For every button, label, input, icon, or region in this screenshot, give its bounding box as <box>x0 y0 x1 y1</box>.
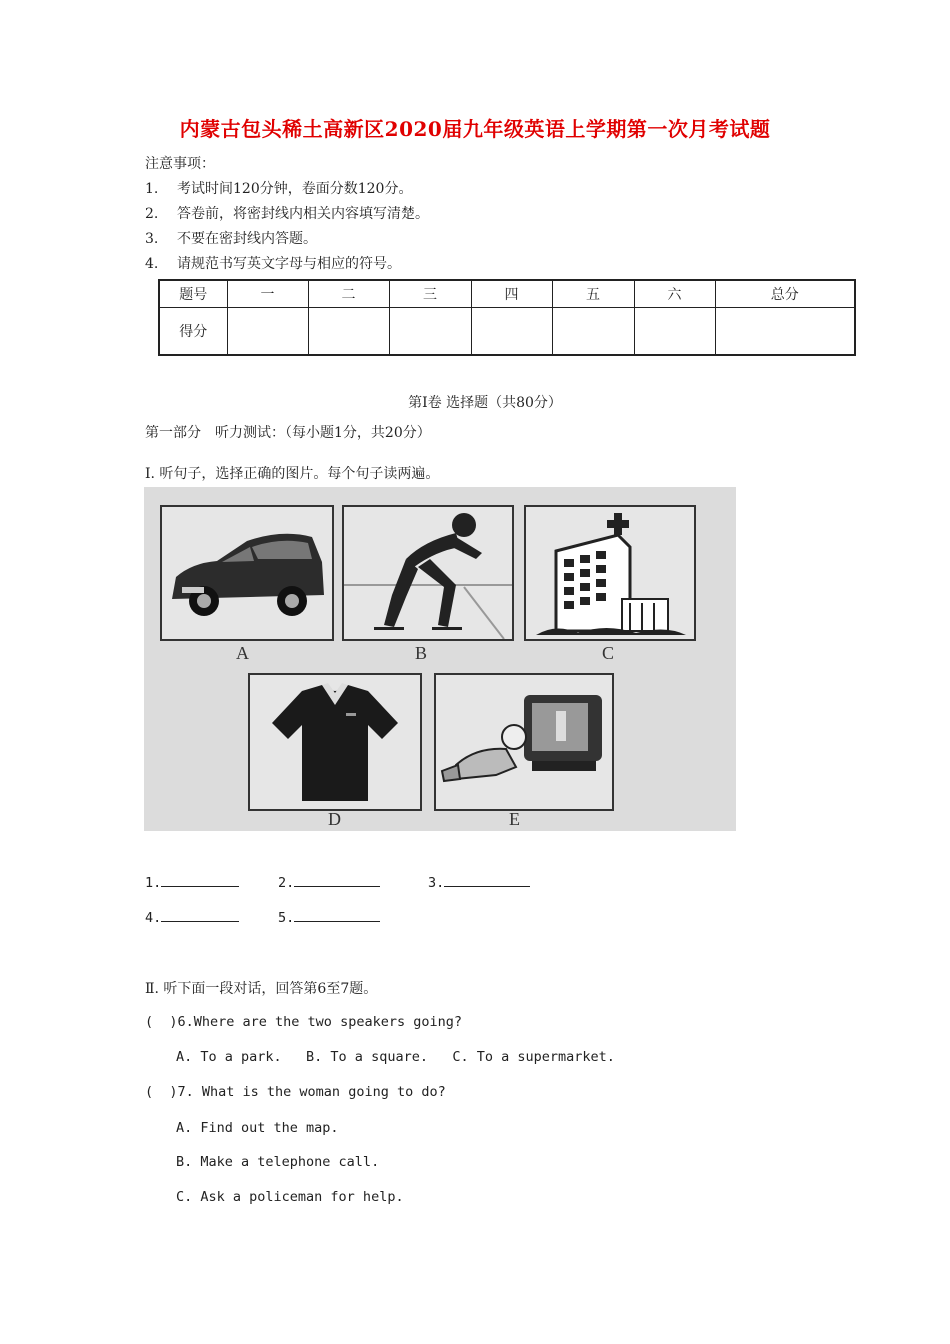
notice-heading: 注意事项： <box>145 156 215 172</box>
blank-line[interactable] <box>444 874 530 887</box>
notice-item <box>145 203 429 223</box>
picture-panel-a <box>160 505 334 641</box>
hospital-picture-icon <box>526 507 694 639</box>
notice-item <box>145 178 412 198</box>
picture-panel-d <box>248 673 422 811</box>
question-6-stem: ( )6.Where are the two speakers going? <box>145 1014 462 1030</box>
question-7-option-c: C. Ask a policeman for help. <box>176 1189 404 1205</box>
score-table <box>158 279 856 356</box>
question-6-options: A. To a park. B. To a square. C. To a supermarket. <box>176 1049 615 1065</box>
header-cell: 一 <box>227 280 308 308</box>
document-title: 内蒙古包头稀土高新区2020届九年级英语上学期第一次月考试题 <box>179 117 771 141</box>
picture-label-d: D <box>328 809 341 829</box>
blank-number: 2. <box>278 875 295 891</box>
answer-blank-3 <box>428 874 530 891</box>
header-cell: 三 <box>389 280 471 308</box>
question-7-option-b: B. Make a telephone call. <box>176 1154 380 1170</box>
section-II-instruction: Ⅱ. 听下面一段对话，回答第6至7题。 <box>145 981 378 997</box>
score-cell[interactable] <box>634 308 715 356</box>
notice-item-text: 请规范书写英文字母与相应的符号。 <box>177 256 401 272</box>
header-cell: 五 <box>552 280 634 308</box>
picture-label-e: E <box>509 809 520 829</box>
score-table-score-row <box>159 308 855 356</box>
picture-label-b: B <box>415 643 428 663</box>
blank-number: 4. <box>145 910 162 926</box>
notice-item-number: 2. <box>145 206 159 222</box>
notice-item-text: 考试时间120分钟，卷面分数120分。 <box>177 181 413 197</box>
question-7-option-a: A. Find out the map. <box>176 1120 339 1136</box>
shirt-picture-icon <box>250 675 420 809</box>
blank-line[interactable] <box>294 909 380 922</box>
header-cell-question-number: 题号 <box>159 280 227 308</box>
car-picture-icon <box>162 507 332 639</box>
section-I-instruction: I. 听句子，选择正确的图片。每个句子读两遍。 <box>145 466 440 482</box>
blank-number: 3. <box>428 875 445 891</box>
score-cell[interactable] <box>308 308 389 356</box>
blank-line[interactable] <box>161 874 239 887</box>
score-cell[interactable] <box>389 308 471 356</box>
blank-number: 1. <box>145 875 162 891</box>
picture-panel-c <box>524 505 696 641</box>
listening-pictures-figure <box>144 487 736 831</box>
picture-panel-b <box>342 505 514 641</box>
notice-item-number: 4. <box>145 256 159 272</box>
score-cell[interactable] <box>552 308 634 356</box>
answer-blank-4 <box>145 909 239 926</box>
picture-panel-e <box>434 673 614 811</box>
notice-item <box>145 253 401 273</box>
picture-label-a: A <box>236 643 249 663</box>
header-cell: 二 <box>308 280 389 308</box>
score-row-label: 得分 <box>159 308 227 356</box>
notice-item <box>145 228 317 248</box>
answer-blank-5 <box>278 909 380 926</box>
blank-number: 5. <box>278 910 295 926</box>
header-cell: 六 <box>634 280 715 308</box>
section-title: 第I卷 选择题（共80分） <box>408 395 562 411</box>
notice-item-text: 答卷前，将密封线内相关内容填写清楚。 <box>177 206 429 222</box>
picture-label-c: C <box>602 643 615 663</box>
notice-item-number: 3. <box>145 231 159 247</box>
speed-skater-picture-icon <box>344 507 512 639</box>
score-table-header-row <box>159 280 855 308</box>
header-cell: 四 <box>471 280 552 308</box>
score-cell-total[interactable] <box>715 308 855 356</box>
notice-item-number: 1. <box>145 181 159 197</box>
child-watching-tv-picture-icon <box>436 675 612 809</box>
score-cell[interactable] <box>471 308 552 356</box>
blank-line[interactable] <box>294 874 380 887</box>
answer-blank-1 <box>145 874 239 891</box>
score-cell[interactable] <box>227 308 308 356</box>
blank-line[interactable] <box>161 909 239 922</box>
header-cell-total: 总分 <box>715 280 855 308</box>
question-7-stem: ( )7. What is the woman going to do? <box>145 1084 446 1100</box>
notice-item-text: 不要在密封线内答题。 <box>177 231 317 247</box>
part-one-heading: 第一部分 听力测试：（每小题1分，共20分） <box>145 425 431 441</box>
answer-blank-2 <box>278 874 380 891</box>
